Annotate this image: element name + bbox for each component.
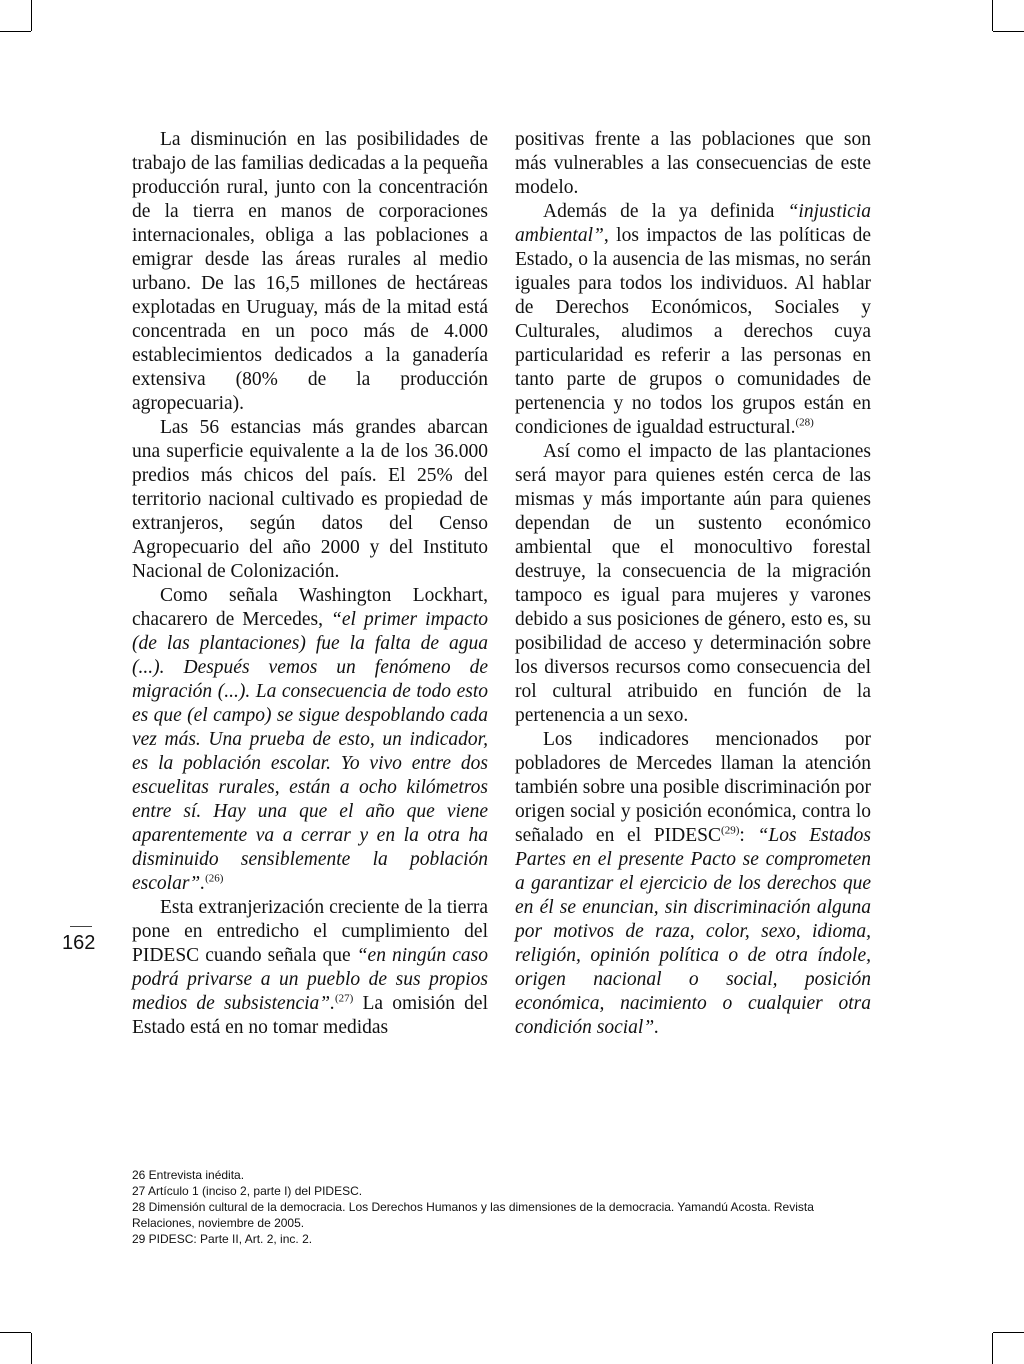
page-number-rule (70, 926, 92, 927)
footnote: 28 Dimensión cultural de la democracia. Los Derechos Humanos y las dimensiones de la democracia. Yamandú Acosta. Revista Relaciones, noviembre de 2005. (132, 1200, 814, 1230)
footnote: 27 Artículo 1 (inciso 2, parte I) del PIDESC. (132, 1184, 363, 1198)
left-column (132, 128, 488, 1040)
paragraph (515, 440, 871, 728)
footnote-ref: (29) (721, 824, 740, 837)
text-run: : (739, 825, 758, 846)
crop-mark-bottom-left-v (31, 1333, 32, 1364)
right-column (515, 128, 871, 1040)
crop-mark-bottom-right-v (992, 1333, 993, 1364)
footnote: 29 PIDESC: Parte II, Art. 2, inc. 2. (132, 1232, 313, 1246)
italic-quote: “injusticia ambiental” (515, 201, 871, 246)
crop-mark-top-left-v (31, 0, 32, 31)
text-run: Así como el impacto de las plantaciones será mayor para quienes estén cerca de las mismas y más importante aún para quienes dependan de un sustento económico ambiental que el monocultivo forestal destruye, la consecuencia de la migración tampoco es igual para mujeres y varones debido a sus posiciones de género, esto es, su posibilidad de acceso y determinación sobre los diversos recursos como consecuencia del rol cultural atribuido en función de la pertenencia a un sexo. (515, 441, 871, 726)
footnotes (132, 1167, 874, 1247)
text-run: Además de la ya definida (543, 201, 788, 222)
crop-mark-top-left-h (0, 31, 31, 32)
crop-mark-top-right-h (993, 31, 1024, 32)
footnote-ref: (26) (205, 872, 224, 885)
crop-mark-bottom-right-h (993, 1332, 1024, 1333)
footnote-ref: (28) (795, 416, 814, 429)
text-run: Los indicadores mencionados por pobladores de Mercedes llaman la atención también sobre una posible discriminación por origen social y posición económica, contra lo señalado en el PIDESC (515, 729, 871, 846)
italic-quote: “en ningún caso podrá privarse a un pueblo de sus propios medios de subsistencia”. (132, 945, 488, 1014)
paragraph (132, 896, 488, 1040)
paragraph (132, 584, 488, 896)
text-run: La omisión del Estado está en no tomar medidas (132, 993, 488, 1038)
paragraph (132, 128, 488, 416)
italic-quote: “Los Estados Partes en el presente Pacto se comprometen a garantizar el ejercicio de los derechos que en él se enuncian, sin discriminación alguna por motivos de raza, color, sexo, idioma, religión, opinión política o de otra índole, origen nacional o social, posición económica, nacimiento o cualquier otra condición social”. (515, 825, 871, 1038)
crop-mark-bottom-left-h (0, 1332, 31, 1333)
text-run: Como señala Washington Lockhart, chacarero de Mercedes, (132, 585, 488, 630)
italic-quote: “el primer impacto (de las plantaciones) fue la falta de agua (...). Después vemos un fenómeno de migración (...). La consecuencia de todo esto es que (el campo) se sigue despoblando cada vez más. Una prueba de esto, un indicador, es la población escolar. Yo vivo entre dos escuelitas rurales, están a ocho kilómetros entre sí. Hay una que el año que viene aparentemente va a cerrar y en la otra ha disminuido sensiblemente la población escolar”. (132, 609, 488, 894)
paragraph (132, 416, 488, 584)
footnote-ref: (27) (335, 992, 354, 1005)
text-run: Esta extranjerización creciente de la tierra pone en entredicho el cumplimiento del PIDESC cuando señala que (132, 897, 488, 966)
text-run: positivas frente a las poblaciones que son más vulnerables a las consecuencias de este modelo. (515, 129, 871, 198)
paragraph (515, 128, 871, 200)
text-run: Las 56 estancias más grandes abarcan una superficie equivalente a la de los 36.000 predios más chicos del país. El 25% del territorio nacional cultivado es propiedad de extranjeros, según datos del Censo Agropecuario del año 2000 y del Instituto Nacional de Colonización. (132, 417, 488, 582)
text-run: , los impactos de las políticas de Estado, o la ausencia de las mismas, no serán iguales para todos los individuos. Al hablar de Derechos Económicos, Sociales y Culturales, aludimos a derechos cuya particularidad es referir a las personas en tanto parte de grupos o comunidades de pertenencia y no todos los grupos están en condiciones de igualdad estructural. (515, 225, 871, 438)
paragraph (515, 200, 871, 440)
footnote: 26 Entrevista inédita. (132, 1168, 245, 1182)
text-run: La disminución en las posibilidades de trabajo de las familias dedicadas a la pequeña producción rural, junto con la concentración de la tierra en manos de corporaciones internacionales, obliga a las poblaciones a emigrar desde las áreas rurales al medio urbano. De las 16,5 millones de hectáreas explotadas en Uruguay, más de la mitad está concentrada en un poco más de 4.000 establecimientos dedicados a la ganadería extensiva (80% de la producción agropecuaria). (132, 129, 488, 414)
crop-mark-top-right-v (992, 0, 993, 31)
paragraph (515, 728, 871, 1040)
page-number: 162 (62, 932, 96, 954)
